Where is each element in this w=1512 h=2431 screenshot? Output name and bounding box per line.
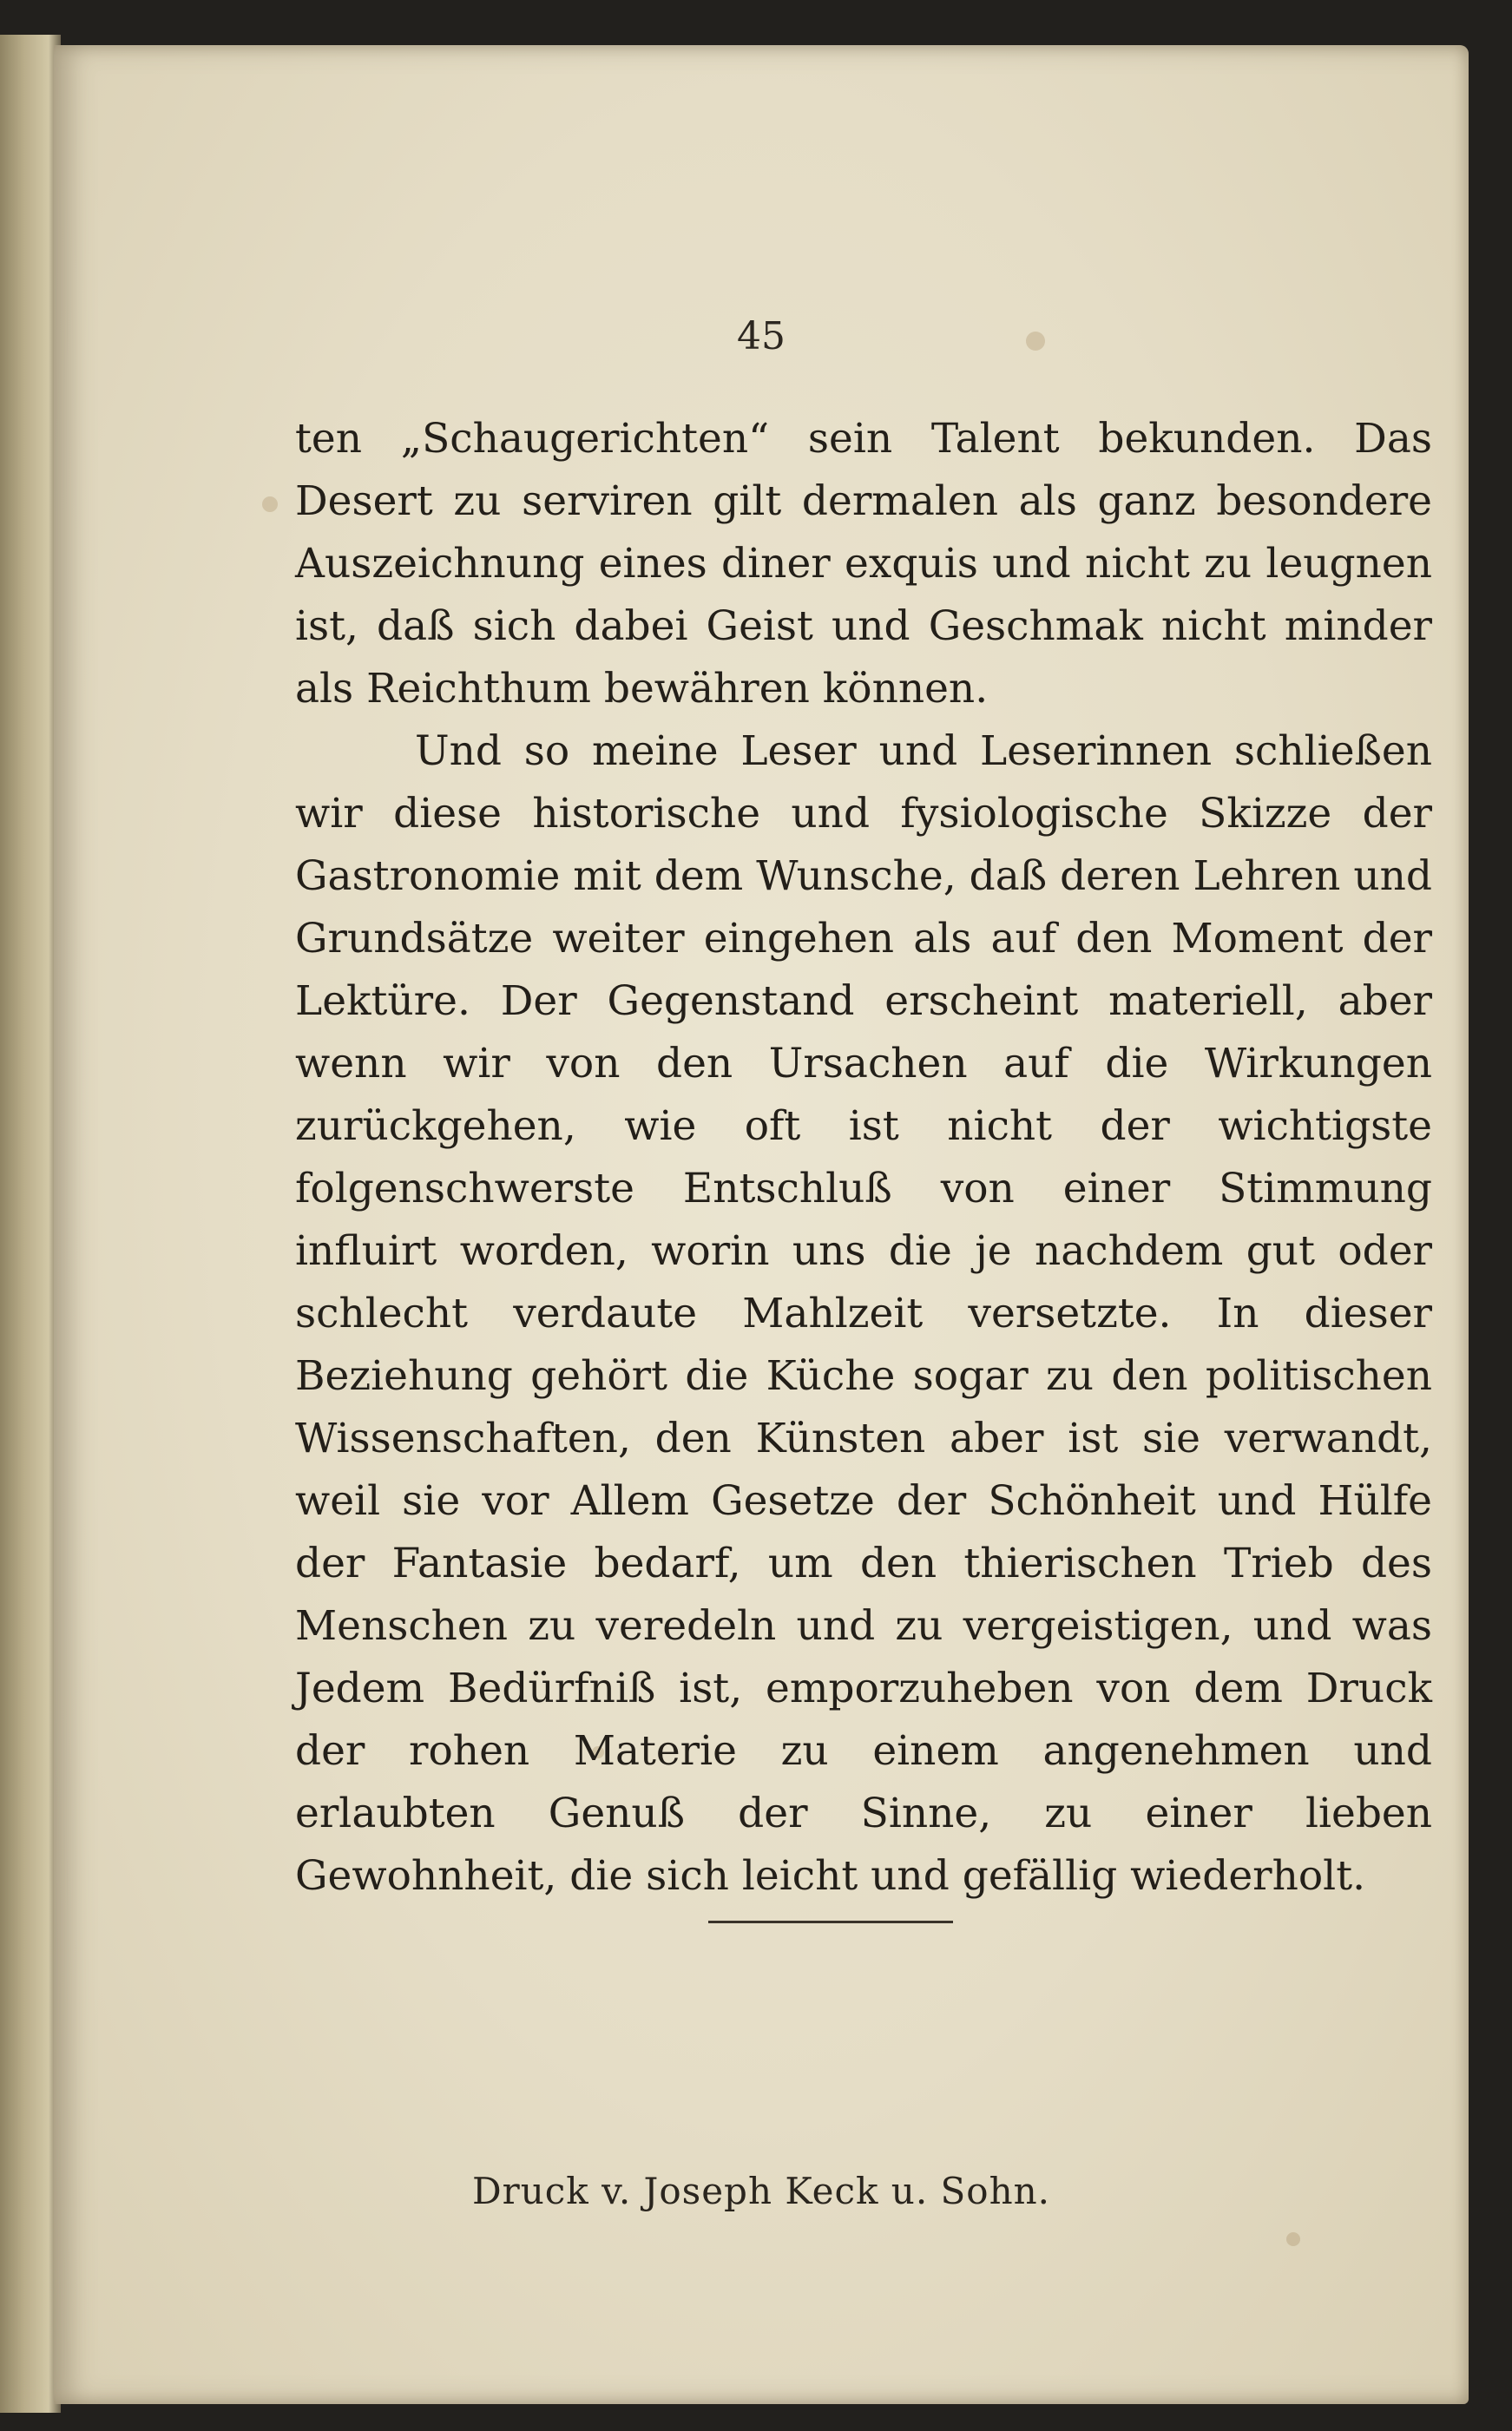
page-number: 45 [737, 314, 786, 358]
paragraph-continuation: ten „Schaugerichten“ sein Talent bekunden. Das Desert zu serviren gilt dermalen als ganz besondere Auszeichnung eines diner exquis und nicht zu leugnen ist, daß sich dabei Geist und Geschmak nicht minder als Reichthum bewähren können. [295, 415, 1432, 713]
closing-rule [708, 1921, 953, 1923]
previous-page-edge [0, 35, 61, 2413]
foxing-spot [262, 496, 278, 512]
book-page [54, 45, 1469, 2404]
body-text [295, 408, 1432, 1908]
paragraph-closing: Und so meine Leser und Leserinnen schließen wir diese historische und fysiologische Skizze der Gastronomie mit dem Wunsche, daß deren Lehren und Grundsätze weiter eingehen als auf den Moment der Lektüre. Der Gegenstand erscheint materiell, aber wenn wir von den Ursachen auf die Wirkungen zurückgehen, wie oft ist nicht der wichtigste folgenschwerste Entschluß von einer Stimmung influirt worden, worin uns die je nachdem gut oder schlecht verdaute Mahlzeit versetzte. In dieser Beziehung gehört die Küche sogar zu den politischen Wissenschaften, den Künsten aber ist sie verwandt, weil sie vor Allem Gesetze der Schönheit und Hülfe der Fantasie bedarf, um den thierischen Trieb des Menschen zu veredeln und zu vergeistigen, und was Jedem Bedürfniß ist, emporzuheben von dem Druck der rohen Materie zu einem angenehmen und erlaubten Genuß der Sinne, zu einer lieben Gewohnheit, die sich leicht und gefällig wiederholt. [295, 727, 1432, 1900]
foxing-spot [1286, 2232, 1300, 2246]
printer-imprint: Druck v. Joseph Keck u. Sohn. [471, 2170, 1051, 2212]
